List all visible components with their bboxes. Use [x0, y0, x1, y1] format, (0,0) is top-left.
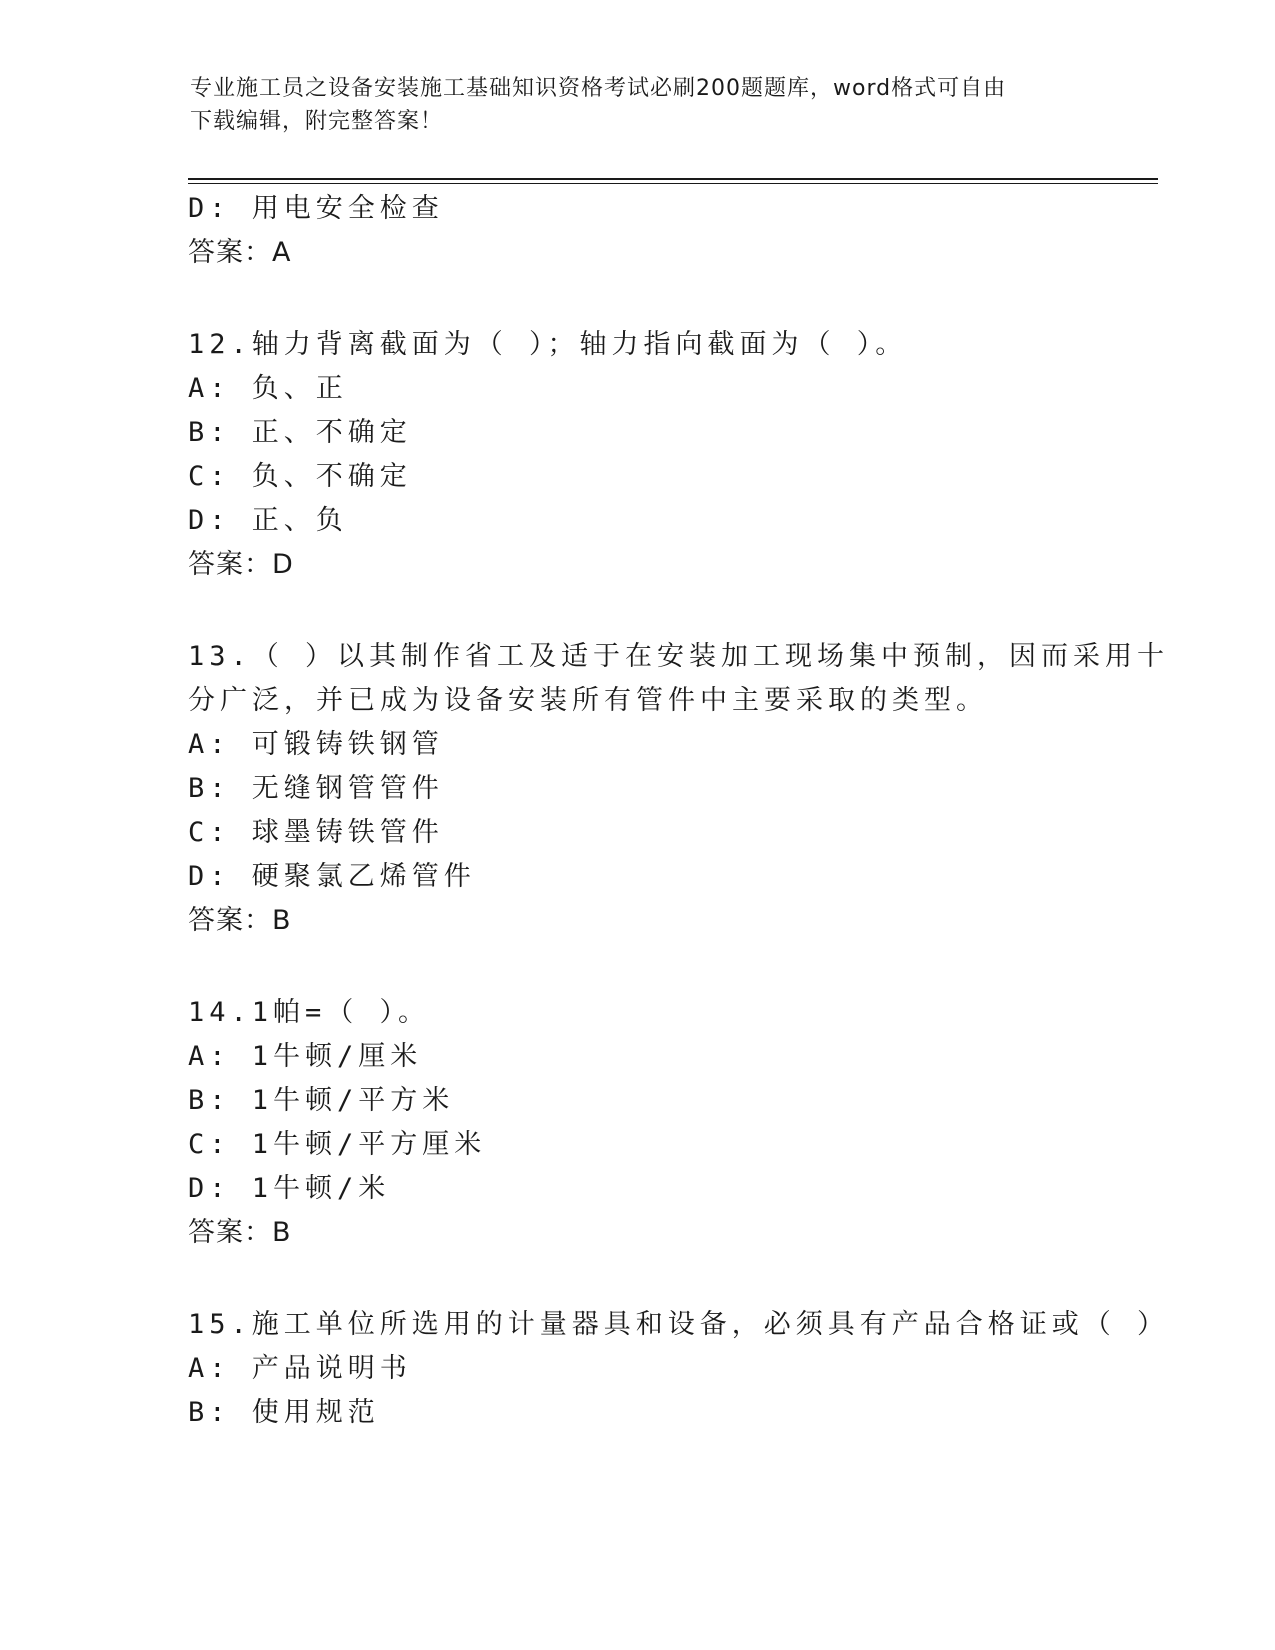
q13-option-d: D: 硬聚氯乙烯管件: [188, 861, 476, 892]
header-divider-thin: [188, 183, 1158, 184]
header-line-2: 下载编辑，附完整答案！: [190, 109, 444, 134]
q15-option-b: B: 使用规范: [188, 1397, 380, 1428]
header-line-1: 专业施工员之设备安装施工基础知识资格考试必刷200题题库，word格式可自由: [190, 76, 1007, 101]
q14-option-c: C: 1牛顿/平方厘米: [188, 1129, 487, 1160]
q14-option-a: A: 1牛顿/厘米: [188, 1041, 423, 1072]
q11-answer: 答案：A: [188, 237, 292, 268]
q14-option-d: D: 1牛顿/米: [188, 1173, 391, 1204]
q13-option-a: A: 可锻铸铁钢管: [188, 729, 444, 760]
q12-answer: 答案：D: [188, 549, 294, 580]
header-divider-thick: [188, 178, 1158, 180]
q13-answer: 答案：B: [188, 905, 292, 936]
q14-question: 14.1帕=（ ）。: [188, 997, 431, 1028]
q12-question: 12.轴力背离截面为（ ）；轴力指向截面为（ ）。: [188, 329, 908, 360]
q15-question: 15.施工单位所选用的计量器具和设备，必须具有产品合格证或（ ）: [188, 1309, 1170, 1340]
q12-option-a: A: 负、正: [188, 373, 348, 404]
q11-option-d: D: 用电安全检查: [188, 193, 444, 224]
q13-question-line-1: 13.（ ）以其制作省工及适于在安装加工现场集中预制，因而采用十: [188, 641, 1170, 672]
q13-question-line-2: 分广泛，并已成为设备安装所有管件中主要采取的类型。: [188, 685, 988, 716]
document-header: [190, 72, 1090, 138]
q13-option-b: B: 无缝钢管管件: [188, 773, 444, 804]
q13-option-c: C: 球墨铸铁管件: [188, 817, 444, 848]
q12-option-c: C: 负、不确定: [188, 461, 412, 492]
q15-option-a: A: 产品说明书: [188, 1353, 412, 1384]
q12-option-b: B: 正、不确定: [188, 417, 412, 448]
q14-answer: 答案：B: [188, 1217, 292, 1248]
q12-option-d: D: 正、负: [188, 505, 348, 536]
q14-option-b: B: 1牛顿/平方米: [188, 1085, 455, 1116]
